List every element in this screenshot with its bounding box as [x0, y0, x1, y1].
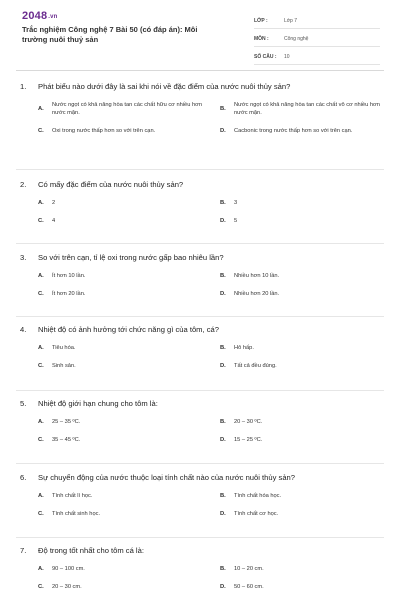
option-letter: C. — [38, 128, 44, 134]
header-divider — [16, 70, 384, 71]
question-number: 2. — [20, 180, 27, 189]
option-text: 35 – 45 ºC. — [52, 437, 81, 443]
option-a[interactable] — [38, 272, 210, 280]
meta-label: SỐ CÂU : — [254, 54, 277, 60]
option-text: 4 — [52, 218, 56, 224]
option-c[interactable] — [38, 127, 210, 135]
option-text: Cacbonic trong nước thấp hơn so với trên cạn. — [234, 128, 353, 134]
option-d[interactable] — [220, 127, 392, 135]
option-a[interactable] — [38, 565, 210, 573]
option-b[interactable] — [220, 101, 392, 117]
option-letter: C. — [38, 511, 44, 517]
question-number: 6. — [20, 473, 27, 482]
option-c[interactable] — [38, 510, 210, 518]
option-a[interactable] — [38, 492, 210, 500]
question-1 — [20, 82, 382, 135]
question-2 — [20, 180, 382, 225]
option-d[interactable] — [220, 217, 392, 225]
option-text: Nước ngọt có khả năng hòa tan các chất hữu cơ nhiều hơn nước mặn. — [52, 102, 203, 116]
option-letter: D. — [220, 584, 226, 590]
question-divider — [16, 537, 384, 538]
option-letter: D. — [220, 218, 226, 224]
question-text: Có mấy đặc điểm của nước nuôi thủy sản? — [38, 180, 184, 189]
option-d[interactable] — [220, 510, 392, 518]
option-letter: A. — [38, 345, 44, 351]
option-text: Tính chất lí học. — [52, 493, 93, 499]
option-letter: A. — [38, 419, 44, 425]
option-text: Nước ngọt có khả năng hòa tan các chất vô cơ nhiều hơn nước mặn. — [234, 102, 380, 116]
option-d[interactable] — [220, 583, 392, 591]
meta-value: Lớp 7 — [284, 18, 298, 24]
option-letter: A. — [38, 566, 44, 572]
meta-row-subject — [254, 32, 380, 47]
option-letter: A. — [38, 200, 44, 206]
option-b[interactable] — [220, 344, 392, 352]
option-text: Sinh sản. — [52, 363, 76, 369]
option-text: 15 – 25 ºC. — [234, 437, 263, 443]
meta-info — [254, 14, 380, 68]
option-b[interactable] — [220, 199, 392, 207]
question-4 — [20, 325, 382, 370]
option-b[interactable] — [220, 492, 392, 500]
option-text: 25 – 35 ºC. — [52, 419, 81, 425]
question-divider — [16, 169, 384, 170]
option-text: Hô hấp. — [234, 345, 254, 351]
site-logo[interactable] — [22, 10, 58, 22]
option-letter: B. — [220, 345, 226, 351]
option-a[interactable] — [38, 418, 210, 426]
option-letter: D. — [220, 128, 226, 134]
option-letter: A. — [38, 493, 44, 499]
option-text: 10 – 20 cm. — [234, 566, 264, 572]
meta-value: 10 — [284, 54, 290, 60]
option-b[interactable] — [220, 418, 392, 426]
option-letter: C. — [38, 437, 44, 443]
logo-text: 2048 — [22, 10, 48, 22]
option-letter: B. — [220, 273, 226, 279]
option-text: 20 – 30 ºC. — [234, 419, 263, 425]
option-text: 2 — [52, 200, 56, 206]
option-text: 5 — [234, 218, 238, 224]
option-text: Nhiều hơn 10 lần. — [234, 273, 280, 279]
option-letter: C. — [38, 363, 44, 369]
header — [0, 0, 400, 68]
question-divider — [16, 243, 384, 244]
option-text: Tính chất cơ học. — [234, 511, 279, 517]
option-a[interactable] — [38, 344, 210, 352]
option-letter: C. — [38, 291, 44, 297]
question-number: 7. — [20, 546, 27, 555]
question-divider — [16, 390, 384, 391]
question-number: 5. — [20, 399, 27, 408]
option-a[interactable] — [38, 101, 210, 117]
option-letter: B. — [220, 200, 226, 206]
option-b[interactable] — [220, 565, 392, 573]
option-c[interactable] — [38, 436, 210, 444]
option-text: Ít hơn 20 lần. — [52, 291, 86, 297]
option-d[interactable] — [220, 436, 392, 444]
option-letter: D. — [220, 291, 226, 297]
logo-suffix: .vn — [48, 14, 58, 20]
option-letter: C. — [38, 584, 44, 590]
option-text: Oxi trong nước thấp hơn so với trên cạn. — [52, 128, 156, 134]
option-letter: A. — [38, 106, 44, 112]
option-text: Tính chất sinh học. — [52, 511, 101, 517]
option-text: 20 – 30 cm. — [52, 584, 82, 590]
question-3 — [20, 253, 382, 298]
option-c[interactable] — [38, 583, 210, 591]
question-5 — [20, 399, 382, 444]
option-d[interactable] — [220, 290, 392, 298]
meta-label: LỚP : — [254, 18, 268, 24]
option-text: Tính chất hóa học. — [234, 493, 282, 499]
meta-row-count — [254, 50, 380, 65]
page-title: Trắc nghiệm Công nghệ 7 Bài 50 (có đáp án): Môi trường nuôi thuỷ sản — [22, 25, 198, 44]
option-a[interactable] — [38, 199, 210, 207]
meta-value: Công nghệ — [284, 36, 309, 42]
option-c[interactable] — [38, 362, 210, 370]
question-6 — [20, 473, 382, 518]
meta-row-class — [254, 14, 380, 29]
question-number: 1. — [20, 82, 27, 91]
option-letter: D. — [220, 363, 226, 369]
question-text: Nhiệt độ giới hạn chung cho tôm là: — [38, 399, 158, 408]
option-letter: D. — [220, 511, 226, 517]
question-divider — [16, 463, 384, 464]
option-letter: B. — [220, 106, 226, 112]
option-letter: C. — [38, 218, 44, 224]
question-number: 4. — [20, 325, 27, 334]
question-number: 3. — [20, 253, 27, 262]
option-letter: D. — [220, 437, 226, 443]
question-text: Nhiệt độ có ảnh hưởng tới chức năng gì của tôm, cá? — [38, 325, 219, 334]
option-text: Tiêu hóa. — [52, 345, 76, 351]
option-text: Ít hơn 10 lần. — [52, 273, 86, 279]
option-letter: A. — [38, 273, 44, 279]
question-text: So với trên cạn, tỉ lệ oxi trong nước gấp bao nhiêu lần? — [38, 253, 224, 262]
question-text: Phát biểu nào dưới đây là sai khi nói về đặc điểm của nước nuôi thủy sản? — [38, 82, 291, 91]
question-divider — [16, 316, 384, 317]
option-text: Nhiều hơn 20 lần. — [234, 291, 280, 297]
question-7 — [20, 546, 382, 591]
option-c[interactable] — [38, 290, 210, 298]
option-text: Tất cả đều đúng. — [234, 363, 277, 369]
option-text: 90 – 100 cm. — [52, 566, 85, 572]
option-letter: B. — [220, 493, 226, 499]
meta-label: MÔN : — [254, 36, 269, 42]
option-letter: B. — [220, 566, 226, 572]
option-c[interactable] — [38, 217, 210, 225]
option-text: 50 – 60 cm. — [234, 584, 264, 590]
question-text: Độ trong tốt nhất cho tôm cá là: — [38, 546, 144, 555]
option-text: 3 — [234, 200, 238, 206]
option-d[interactable] — [220, 362, 392, 370]
option-b[interactable] — [220, 272, 392, 280]
option-letter: B. — [220, 419, 226, 425]
question-text: Sự chuyển động của nước thuộc loại tính chất nào của nước nuôi thủy sản? — [38, 473, 295, 482]
